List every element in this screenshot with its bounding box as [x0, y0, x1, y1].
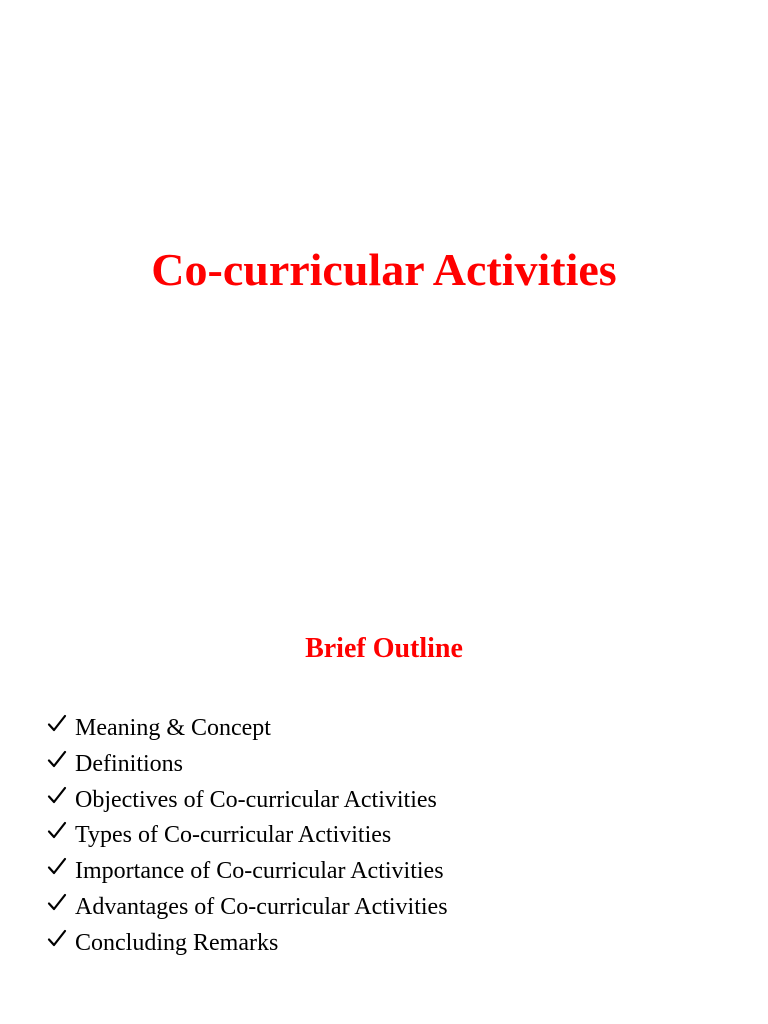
list-item-label: Concluding Remarks [75, 929, 279, 956]
list-item [46, 890, 448, 926]
list-item [46, 854, 448, 890]
check-icon [46, 928, 68, 950]
list-item-label: Objectives of Co-curricular Activities [75, 786, 437, 813]
list-item [46, 783, 448, 819]
check-icon [46, 820, 68, 842]
check-icon [46, 749, 68, 771]
list-item-label: Advantages of Co-curricular Activities [75, 893, 448, 920]
list-item [46, 711, 448, 747]
list-item-label: Meaning & Concept [75, 715, 271, 741]
outline-heading: Brief Outline [305, 633, 463, 664]
list-item [46, 926, 448, 962]
slide-title: Co-curricular Activities [151, 244, 617, 295]
check-icon [46, 713, 68, 735]
outline-list [46, 711, 448, 962]
check-icon [46, 856, 68, 878]
list-item-label: Importance of Co-curricular Activities [75, 858, 444, 885]
list-item [46, 747, 448, 783]
check-icon [46, 892, 68, 914]
check-icon [46, 785, 68, 807]
list-item-label: Types of Co-curricular Activities [75, 822, 392, 849]
list-item-label: Definitions [75, 750, 183, 777]
list-item [46, 818, 448, 854]
